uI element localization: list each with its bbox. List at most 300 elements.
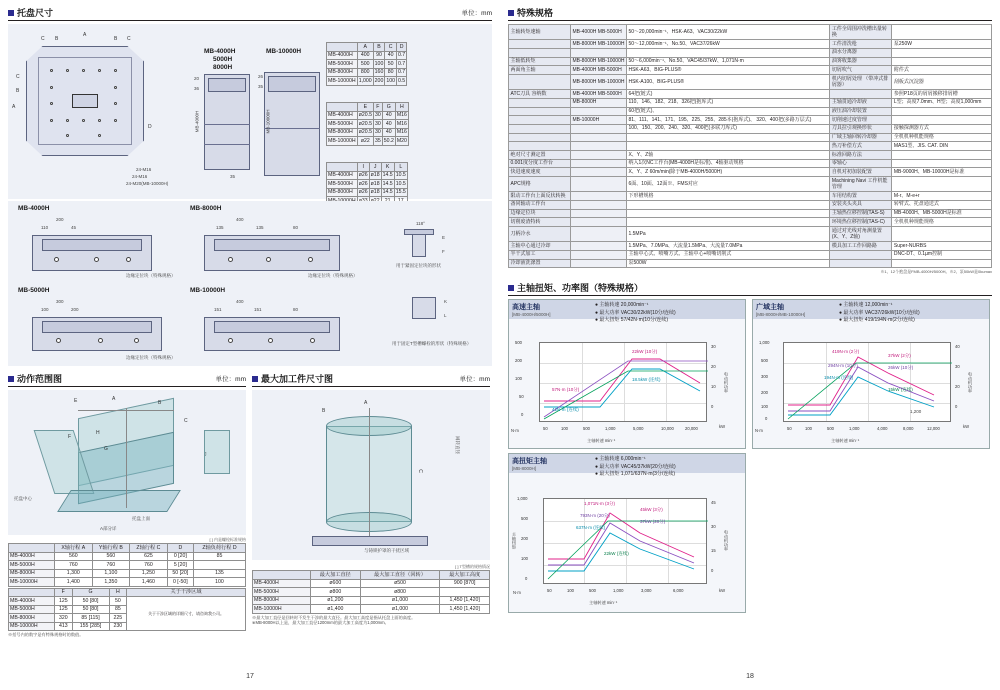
model-label-mid-1: MB-4000H	[18, 205, 50, 212]
chart-spec-line: ● 主轴转速 6,000min⁻¹	[595, 456, 646, 463]
spec-row	[509, 218, 992, 227]
bolt-hole	[310, 338, 315, 343]
spec-cell	[626, 209, 829, 218]
note-pallet-center: 托盘中心	[14, 496, 32, 501]
spec-row	[509, 192, 992, 201]
spec-cell: 全机机种机能规格	[892, 133, 992, 142]
table-row: MB-4000H 400 90 40 0.7	[328, 52, 406, 58]
spec-cell	[509, 142, 571, 151]
chart-annotation: 637N·m (连续)	[576, 525, 606, 531]
spec-cell: APC规格	[509, 177, 571, 192]
chart-annotation: 1,071N·m (3分)	[584, 501, 616, 507]
spec-row	[509, 124, 992, 133]
spec-cell: 环境热位移控制(TAS-C)	[830, 218, 892, 227]
spec-row	[509, 150, 992, 159]
spec-cell: 半干式加工	[509, 250, 571, 259]
spec-row	[509, 25, 992, 40]
spec-cell: 快进速度速度	[509, 168, 571, 177]
pallet-table-3: I J K L MB-4000H ø26 ø18 14.5 10.5 MB-5000H ø26 ø18 14.5 10.5 MB-8000H ø26 ø18 14.5 15.5	[326, 162, 408, 206]
spec-cell	[571, 124, 627, 133]
spec-cell: 1.5MPa	[626, 226, 829, 241]
spec-cell: Machining Navi 工作机能管理	[830, 177, 892, 192]
chart-title-text: 高速主轴	[512, 304, 540, 312]
spec-row	[509, 242, 992, 251]
table-row: MB-10000H ø22 35 50.2 M20	[328, 137, 407, 144]
spec-cell: 限动工作台上面反状转换	[509, 192, 571, 201]
chart-annotation: 57N·m (10分)	[552, 387, 580, 393]
spec-cell	[892, 25, 992, 40]
spec-cell	[892, 107, 992, 116]
pallet-hole	[50, 102, 53, 105]
pallet-hole	[82, 119, 85, 122]
pallet-hole	[114, 69, 117, 72]
spec-cell	[571, 150, 627, 159]
spec-footnote: ※1、12个抱盘是FMB-4000H/5000H。※2、泵50kW是0kumax	[880, 269, 992, 275]
pallet-base-rib	[42, 321, 152, 333]
spec-cell: 64把(链式)	[626, 90, 829, 99]
section-unit: 单位：mm	[215, 376, 246, 383]
section-title: 特殊规格	[517, 8, 554, 18]
spec-cell	[571, 209, 627, 218]
pallet-hole	[114, 86, 117, 89]
dim-letter: G	[104, 446, 108, 452]
dim-E: E	[442, 235, 446, 240]
pallet-hole	[82, 69, 85, 72]
table-row: MB-5000H 500 100 50 0.7	[328, 60, 406, 67]
spec-cell	[509, 116, 571, 125]
table-row: MB-10000H ø1,400 ø1,000 1,450 [1,420]	[253, 605, 490, 614]
table-row: MB-5000H 125 50 [80] 85	[9, 605, 246, 614]
spec-cell	[892, 48, 992, 57]
spec-cell: 车用结构置	[830, 192, 892, 201]
right-page	[500, 0, 1000, 690]
dim-letter: J	[204, 452, 207, 458]
chart-spec-line: ● 主轴转速 20,000min⁻¹	[595, 302, 649, 309]
spec-row	[509, 107, 992, 116]
chart-subtitle: [MB-4000H/5000H]	[512, 312, 551, 318]
spec-cell: MB-4000H MB-5000H	[571, 90, 627, 99]
pallet-detail-panel: MB-4000H MB-8000H MB-5000H MB-10000H 200 110 45 400 135 135 80 300 100 200 400 151 151 80 边缘定位块（特殊规格） 边缘定位块（特殊规格） 边缘定位块（特殊规格） 118° E F 用于紧固定位块的形状 K L 用于固定T型槽螺栓的形状（特殊规格）	[8, 201, 492, 366]
note-pallet-top: 托盘上面	[132, 516, 150, 521]
spec-cell: 50～12,000min⁻¹、No.50、VAC37/26kW	[626, 40, 829, 49]
chart-annotation: 42N·m (连续)	[552, 407, 579, 413]
section-header-pallet-size	[8, 6, 492, 21]
chart-spec-line: ● 最大扭矩 57/42N·m(10分/连续)	[595, 317, 669, 324]
table-row: MB-8000H 320 85 [115] 225	[9, 614, 246, 623]
bolt-hole	[126, 257, 131, 262]
chart-annotation: 15kW (连续)	[888, 387, 913, 393]
spec-cell	[571, 142, 627, 151]
spec-cell: 标准回路方法	[830, 150, 892, 159]
locator-detail-pin	[412, 233, 426, 257]
chart-annotation: 45kW (3分)	[640, 507, 663, 513]
spec-row	[509, 40, 992, 49]
bolt-hole	[308, 257, 313, 262]
spec-cell	[571, 250, 627, 259]
section-header-max-workpiece	[252, 372, 490, 387]
spec-cell	[571, 133, 627, 142]
spec-row	[509, 74, 992, 89]
spec-row	[509, 66, 992, 75]
table-row: MB-5000H 760 760 760 5 [20]	[9, 561, 246, 570]
chart-annotation: 294N·m (10分)	[828, 363, 858, 369]
pallet-center-boss	[72, 94, 98, 108]
chart-high-torque-spindle: 高扭矩主轴 [MB-8000H] ● 主轴转速 6,000min⁻¹ ● 最大功率 VAC45/37kW(20分/连续) ● 最大扭矩 1,071/637N·m(3分/连续) 1,071N·m (3分) 793N·m (20分) 637N·m (连续) 45kW (3分) 37kW (20分) 22kW (连续) 1,000 500 200 100 0 主轴扭矩 N·m 45 30 15 0 电动机功率 kW 50 100 500 1,000 3,000 6,000 主轴转速 min⁻¹	[508, 453, 746, 613]
spec-cell	[571, 200, 627, 209]
spec-cell: Super-NURBS	[892, 242, 992, 251]
spec-cell: HSK-A100、BIG-PLUS®	[626, 74, 829, 89]
spec-cell: 刮板式沉淀器	[892, 74, 992, 89]
footer-left	[0, 673, 500, 680]
range-table-note: [ ] 内是螺栓标准规格	[209, 537, 246, 542]
spec-cell	[509, 98, 571, 107]
special-spec-table	[508, 24, 992, 268]
bolt-hole	[266, 257, 271, 262]
range-table-footnote: ※括号内的数字是有特殊规格时的数值。	[8, 632, 84, 637]
spec-cell: 附件式	[892, 66, 992, 75]
spec-cell: 机内切屑处理 （带冲式排屑器）	[830, 74, 892, 89]
spec-row	[509, 48, 992, 57]
section-line	[204, 124, 250, 125]
spec-cell	[509, 124, 571, 133]
pallet-base-rib	[42, 239, 142, 251]
chart-annotation: 22kW (10分)	[632, 349, 658, 355]
table-row: MB-4000H ø26 ø18 14.5 10.5	[328, 172, 406, 178]
bolt-hole	[94, 257, 99, 262]
note-m20: 24-M20(MB-10000H)	[126, 181, 169, 186]
spec-cell: 下形槽规格	[626, 192, 829, 201]
range-table-2: F G H 关于干涉区域 MB-4000H 125 50 [80] 50 关于干涉区域的详细尺寸，请咨询我公司。 MB-5000H 125 50 [80] 85 MB-8000H 320 85 [115] 225 MB-10000H 413 155 [285] 230	[8, 588, 246, 632]
spec-cell: M-r、M-e+r	[892, 192, 992, 201]
pallet-hole	[98, 69, 101, 72]
spec-cell: 泵250W	[892, 40, 992, 49]
note-locator-1: 边缘定位块（特殊规格）	[126, 273, 176, 278]
model-label-mid-3: MB-5000H	[18, 287, 50, 294]
spec-cell: 参照P18页的屑屑搬移排屑槽	[892, 90, 992, 99]
chart-subtitle: [MB-8000H/MB-10000H]	[756, 312, 806, 318]
bolt-hole	[228, 338, 233, 343]
spec-cell	[571, 226, 627, 241]
spec-cell: 边缘定位块	[509, 209, 571, 218]
pallet-hole	[114, 102, 117, 105]
spec-cell: 泵500W	[626, 259, 829, 268]
model-label-top-1: MB-4000H	[204, 48, 236, 55]
pallet-drawing-panel: C B A B C C B A D 24-M16 24-M20(MB-10000H) 24-M16 MB-4000H 5000H 8000H MB-10000H MB-4000H MB-10000H 20 36 26 35 35 A B C D MB-4000H 400 90 40 0.7 MB-5000H 500 100 50 0.7 MB-8000H 800 160 80 0.7 MB-10000H 1,000 200 100 0.5 E F G H MB-4000H ø20.5 30 40 M16 MB-5000H ø20.5 30 40 M16 MB-8000H ø20.5 30 40 M16 MB-10000H ø22 35 50.2 M20 I J K L MB-4000H ø26 ø18 14.5 10.5 MB-5000H ø26 ø18 14.5 10.5 MB-8000H ø26 ø18 14.5 15.5	[8, 24, 492, 199]
spec-cell: 绝对尺寸测定置	[509, 150, 571, 159]
table-row: MB-8000H 800 160 80 0.7	[328, 69, 406, 75]
spec-cell: 工件清洗枪	[830, 40, 892, 49]
spec-cell: 60把(链式)、	[626, 107, 829, 116]
spec-row	[509, 226, 992, 241]
spec-cell	[626, 142, 829, 151]
chart-annotation: 37kW (2分)	[888, 353, 911, 359]
workpiece-footnote-2: ※MB-8000H以上是，最大加工直径1200mm的最大加工高度为1,000mm。	[252, 619, 389, 625]
section-title: 主轴扭矩、功率图（特殊规格）	[517, 283, 644, 294]
section-unit: 单位：mm	[459, 376, 490, 383]
table-row: MB-8000H 1,300 1,100 1,250 50 [20] 135	[9, 569, 246, 578]
spec-cell: 主轴转矩速轴	[509, 25, 571, 40]
spec-cell: 主轴贯通冷却液	[830, 98, 892, 107]
spec-cell	[892, 259, 992, 268]
chart-annotation: 18.5kW (连续)	[632, 377, 661, 383]
section-bullet-icon	[8, 376, 14, 382]
spec-cell: 6面、10面、12面※、FMS对应	[626, 177, 829, 192]
chart-annotation: 37kW (20分)	[640, 519, 666, 525]
spec-cell: 转臂式、托盘通送式	[892, 200, 992, 209]
spec-cell	[571, 192, 627, 201]
spec-cell: 81、111、141、171、195、225、255、285本(抱库式)、 320、400把(多路万层式)	[626, 116, 829, 125]
spec-cell	[892, 159, 992, 168]
spec-cell: 切削废渣特转	[509, 218, 571, 227]
chart-curves	[544, 499, 708, 585]
spec-cell	[509, 107, 571, 116]
section-bullet-icon	[508, 10, 514, 16]
footer-right	[500, 673, 1000, 680]
spec-cell: X、Y、Z 60m/min(除于MB-4000H/5000H)	[626, 168, 829, 177]
spec-cell: 全机机种规能规格	[892, 218, 992, 227]
chart-title-text: 广域主轴	[756, 304, 784, 312]
dim-letter: H	[96, 430, 100, 436]
dim-F: F	[442, 249, 445, 254]
spec-cell: 110、146、182、218、326把(抱库式)	[626, 98, 829, 107]
spec-cell	[892, 177, 992, 192]
spec-cell: 广域主轴回转冷却器	[830, 133, 892, 142]
spec-cell: 纳入1次NC工作台(MB-4000H是标准)、4轴驱动规格	[626, 159, 829, 168]
dim-letter: C	[184, 418, 188, 424]
pallet-base-rib	[214, 239, 330, 251]
spec-cell	[509, 40, 571, 49]
spec-cell: 冷却液洗涤置	[509, 259, 571, 268]
spec-cell: MB-9000H、MB-10000H是标准	[892, 168, 992, 177]
spec-cell: MB-10000H	[571, 116, 627, 125]
note-detail-a: A部分详	[100, 526, 117, 531]
section-title: 动作范围图	[17, 374, 63, 384]
spec-row	[509, 90, 992, 99]
spec-cell: 主轴热位移控制(TAS-S)	[830, 209, 892, 218]
table-row: MB-8000H ø20.5 30 40 M16	[328, 129, 407, 135]
chart-xlabel: 主轴转速 min⁻¹	[831, 438, 860, 444]
spec-cell: MB-8000H	[571, 98, 627, 107]
spec-cell	[509, 74, 571, 89]
locator-detail-head	[404, 229, 434, 235]
table-row: MB-4000H ø600 ø500 900 [870]	[253, 579, 490, 588]
section-title: 托盘尺寸	[17, 8, 54, 18]
workpiece-footnote-1: ※最大加工直径是回转时不发生干涉的最大直径。最大加工高度是指从托盘上面的高度。	[252, 614, 416, 620]
table-row: MB-10000H 1,000 200 100 0.5	[328, 77, 406, 84]
pallet-section-top-plate-2	[268, 76, 316, 92]
spec-cell	[892, 116, 992, 125]
pallet-plate	[312, 536, 428, 546]
chart-annotation: 26kW (10分)	[888, 365, 914, 371]
chart-title-text: 高扭矩主轴	[512, 458, 547, 466]
pallet-hole	[98, 119, 101, 122]
spec-row	[509, 159, 992, 168]
page-number: 18	[740, 673, 760, 680]
spec-cell: 100、150、200、240、320、400把(多联刀库式)	[626, 124, 829, 133]
spec-cell: 切屑吹气	[830, 66, 892, 75]
table-row: MB-8000H ø26 ø18 14.5 15.5	[328, 189, 406, 195]
chart-high-speed-spindle: 高速主轴 [MB-4000H/5000H] ● 主轴转速 20,000min⁻¹ ● 最大功率 VAC30/22kW(10分/连续) ● 最大扭矩 57/42N·m(10分/连续) 57N·m (10分) 42N·m (连续) 22kW (10分) 18.5kW (连续) 500 200 100 50 0 N·m 30 20 10 0 电动机功率 kW 50 100 500 1,000 5,000 10,000 20,000 主轴转速 min⁻¹	[508, 299, 746, 449]
spec-cell: 零轴心	[830, 159, 892, 168]
spec-cell: 主轴低转矩	[509, 57, 571, 66]
pallet-table-2: E F G H MB-4000H ø20.5 30 40 M16 MB-5000H ø20.5 30 40 M16 MB-8000H ø20.5 30 40 M16 MB-10000H ø22 35 50.2 M20	[328, 103, 407, 144]
model-label-top-2: 5000H	[213, 56, 233, 63]
note-m16: 24-M16	[136, 167, 152, 172]
spec-row	[509, 98, 992, 107]
spec-row	[509, 200, 992, 209]
section-bullet-icon	[508, 285, 514, 291]
bolt-hole	[54, 257, 59, 262]
spec-cell	[626, 133, 829, 142]
col-head: A	[357, 43, 373, 52]
spec-cell: 1.5MPa、7.0MPa、大流量1.5MPa、大流量7.0MPa	[626, 242, 829, 251]
detail-a-box	[204, 430, 230, 474]
col-head: C	[385, 43, 397, 52]
max-workpiece-drawing: A B C 与铸锁护罩的干扰区域 回转直径	[252, 390, 490, 560]
spec-row	[509, 168, 992, 177]
workpiece-table-note: [ ] T型槽的规格情况	[455, 564, 490, 569]
spec-cell	[626, 48, 829, 57]
center-line	[369, 408, 370, 538]
dim-K: K	[444, 299, 448, 304]
chart-subtitle: [MB-8000H]	[512, 466, 537, 472]
travel-range-drawing	[8, 390, 246, 535]
pallet-hole	[114, 119, 117, 122]
spec-cell: 主轴中心式、喷嘴方式、主轴中心+喷嘴切削式	[626, 250, 829, 259]
spec-cell	[571, 242, 627, 251]
chart-spec-line: ● 最大功率 VAC37/26kW(10分/连续)	[839, 309, 920, 316]
spec-cell: 备同轴动工作台	[509, 200, 571, 209]
spec-cell: MB-4000H MB-5000H	[571, 25, 627, 40]
spec-cell	[509, 48, 571, 57]
pallet-table-1	[326, 42, 407, 86]
pallet-hole	[50, 86, 53, 89]
pallet-hole	[50, 69, 53, 72]
pallet-base-rib	[214, 321, 330, 333]
spec-cell: 油水分离器	[830, 48, 892, 57]
spec-cell: ATC刀具 容纳数	[509, 90, 571, 99]
table-row: MB-10000H 1,400 1,350 1,460 0 [-50] 100	[9, 578, 246, 587]
table-row: MB-10000H 413 155 [285] 230	[9, 622, 246, 631]
spec-cell: 模具加工工作回路路	[830, 242, 892, 251]
section-header-special-spec	[508, 6, 992, 21]
chart-spec-line: ● 最大功率 VAC30/22kW(10分/连续)	[595, 309, 676, 316]
pallet-hole	[66, 119, 69, 122]
spec-cell: 50～6,000min⁻¹、No.50、VAC45/37kW、1,071N·m	[626, 57, 829, 66]
col-head: D	[396, 43, 406, 52]
range-table: X轴行程 A Y轴行程 B Z轴行程 C D Z轴负荷行程 D MB-4000H 560 560 625 0 [20] 85 MB-5000H 760 760 760 5 [20] MB-8000H 1,300 1,100 1,250 50 [20] 135 MB-10000H 1,400 1,350 1,460 0 [-50] 100	[8, 543, 246, 587]
table-row: MB-4000H 560 560 625 0 [20] 85	[9, 552, 246, 561]
spec-cell: 液压油冷却装置	[830, 107, 892, 116]
spec-row	[509, 177, 992, 192]
spec-row	[509, 116, 992, 125]
spec-row	[509, 142, 992, 151]
section-bullet-icon	[8, 10, 14, 16]
spec-cell	[892, 150, 992, 159]
spec-cell: 两面角主轴	[509, 66, 571, 75]
chart-annotation: 194N·m (连续)	[824, 375, 854, 381]
spec-cell	[571, 218, 627, 227]
spec-cell	[830, 259, 892, 268]
spec-cell	[571, 259, 627, 268]
table-row: MB-5000H ø20.5 30 40 M16	[328, 120, 407, 127]
spec-cell	[571, 177, 627, 192]
spec-cell: 50～20,000min⁻¹、HSK-A63、VAC30/22kW	[626, 25, 829, 40]
col-head	[327, 43, 358, 52]
spec-row	[509, 133, 992, 142]
dim-L: L	[444, 313, 447, 318]
spec-cell: 刀具拉引观换形状	[830, 124, 892, 133]
dim-letter: F	[68, 434, 72, 440]
bolt-hole	[98, 338, 103, 343]
bolt-hole	[56, 338, 61, 343]
spec-cell: 接触探测器方式	[892, 124, 992, 133]
spec-cell	[892, 226, 992, 241]
dim-letter: B	[158, 400, 162, 406]
page-number: 17	[240, 673, 260, 680]
spec-cell	[571, 48, 627, 57]
chart-xlabel: 主轴转速 min⁻¹	[587, 438, 616, 444]
bolt-hole	[228, 257, 233, 262]
spec-cell	[892, 57, 992, 66]
spec-cell: 油雾收集器	[830, 57, 892, 66]
workpiece-table: 最大加工直径 最大加工直径（回转） 最大加工高度 MB-4000H ø600 ø500 900 [870] MB-5000H ø800 ø800 MB-8000H ø1,200 ø1,000 1,450 [1,420] MB-10000H ø1,400 ø1,000 1,450 [1,420]	[252, 570, 490, 614]
note-interference: 与铸锁护罩的干扰区域	[364, 548, 409, 553]
table-row: MB-4000H ø20.5 30 40 M16	[328, 112, 407, 118]
spec-cell: 工件全周围冲洗槽出量转换	[830, 25, 892, 40]
model-label-top-3: 8000H	[213, 64, 233, 71]
chart-plot-area: 419N·m (2分) 294N·m (10分) 194N·m (连续) 37kW (2分) 26kW (10分) 15kW (连续) 1,200	[783, 342, 951, 422]
spec-cell: MB-8000H MB-10000H	[572, 40, 625, 47]
chart-plot-area	[539, 342, 707, 422]
tslot-detail	[412, 297, 436, 319]
table-row: MB-4000H 125 50 [80] 50 关于干涉区域的详细尺寸，请咨询我公司。	[9, 597, 246, 606]
model-label-mid-4: MB-10000H	[190, 287, 226, 294]
spec-cell: 安装夹头夹具	[830, 200, 892, 209]
spec-cell: 自机对初加装配置	[830, 168, 892, 177]
note-locator-shape: 用于紧固定位块的形状	[396, 263, 441, 268]
spec-cell: MAS1型、JIS. CAT. DIN	[892, 142, 992, 151]
spec-cell	[830, 250, 892, 259]
helper-line	[126, 408, 127, 508]
spec-cell	[830, 90, 892, 99]
section-bullet-icon	[252, 376, 258, 382]
spec-cell: 通过对光线对角测量置(X、Y、Z轴)	[830, 226, 892, 241]
pallet-hole	[50, 119, 53, 122]
spec-cell: MB-8000H MB-10000H	[572, 58, 625, 65]
spec-cell: 切削速过度管理	[830, 116, 892, 125]
chart-annotation: 793N·m (20分)	[580, 513, 610, 519]
spec-cell: MB-4000H MB-5000H	[571, 66, 627, 75]
chart-spec-line: ● 主轴转速 12,000min⁻¹	[839, 302, 893, 309]
spec-cell: HSK-A63、BIG-PLUS®	[626, 66, 829, 75]
section-title: 最大加工件尺寸图	[261, 374, 334, 384]
chart-wide-range-spindle: 广域主轴 [MB-8000H/MB-10000H] ● 主轴转速 12,000min⁻¹ ● 最大功率 VAC37/26kW(10分/连续) ● 最大扭矩 419/194N·m(2分/连续) 419N·m (2分) 294N·m (10分) 194N·m (连续) 37kW (2分) 26kW (10分) 15kW (连续) 1,200 1,000 500 300 200 100 0 N·m 40 30 20 0 电动机功率 kW 50 100 500 1,000 4,000 8,000 12,000 主轴转速 min⁻¹	[752, 299, 990, 449]
chart-spec-line: ● 最大功率 VAC45/37kW(20分/连续)	[595, 463, 676, 470]
chart-annotation: 22kW (连续)	[604, 551, 629, 557]
spec-cell	[571, 107, 627, 116]
section-header-travel-range	[8, 372, 246, 387]
note-tslot-shape: 用于固定T型槽螺栓的形状（特殊规格）	[392, 341, 472, 346]
spec-cell: 0.001度分度工作台	[509, 159, 571, 168]
chart-spec-line: ● 最大扭矩 1,071/637N·m(3分/连续)	[595, 471, 675, 478]
pallet-section-top-plate	[208, 78, 246, 92]
table-row: MB-5000H ø26 ø18 14.5 10.5	[328, 180, 406, 187]
chart-xlabel: 主轴转速 min⁻¹	[589, 600, 618, 606]
dim-letter: A	[112, 396, 116, 402]
spec-row	[509, 57, 992, 66]
pallet-hole	[98, 134, 101, 137]
